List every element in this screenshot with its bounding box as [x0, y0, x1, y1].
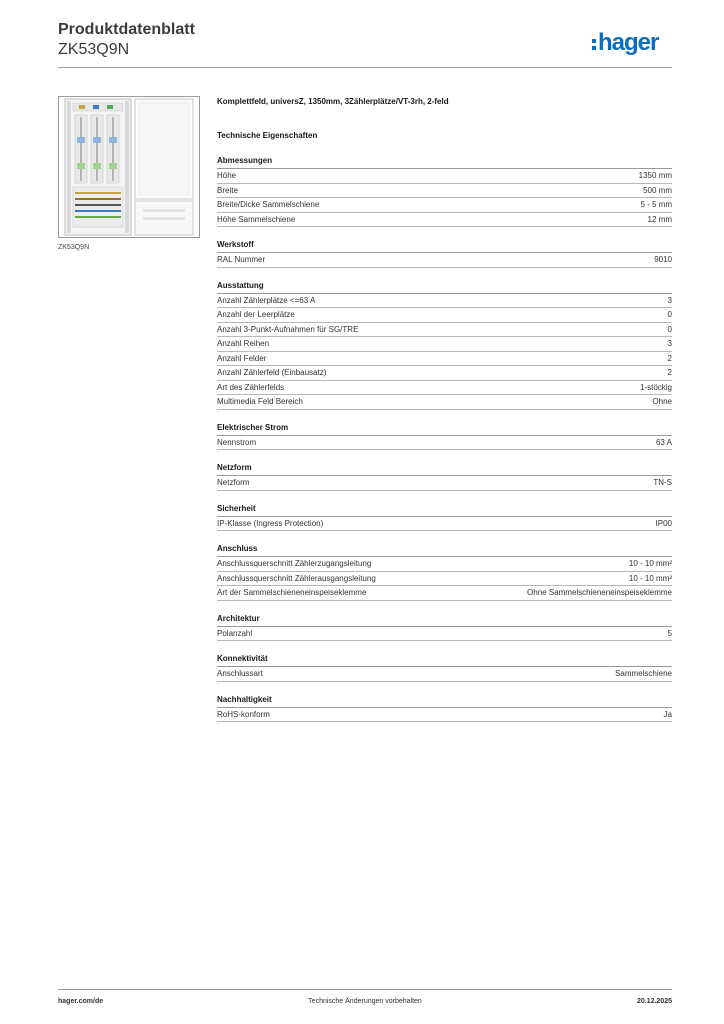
spec-label: Art des Zählerfelds [217, 382, 285, 392]
spec-value: Ja [663, 709, 672, 719]
section-title: Anschluss [217, 543, 672, 557]
spec-row [217, 337, 672, 352]
logo-text: hager [598, 29, 659, 56]
spec-row [217, 366, 672, 381]
spec-label: Anzahl Zählerfeld (Einbausatz) [217, 368, 327, 377]
product-description: Komplettfeld, universZ, 1350mm, 3Zählerplätze/VT-3rh, 2-feld [217, 97, 449, 106]
meter-cabinet-illustration [59, 97, 199, 237]
spec-value: 500 mm [643, 185, 672, 195]
spec-section [217, 280, 672, 410]
spec-row [217, 557, 672, 572]
spec-label: Anschlussquerschnitt Zählerzugangsleitung [217, 559, 372, 568]
spec-value: 0 [667, 324, 672, 334]
spec-value: 2 [667, 368, 672, 377]
spec-label: Höhe Sammelschiene [217, 214, 296, 224]
spec-label: Nennstrom [217, 437, 257, 447]
spec-content [217, 96, 672, 734]
spec-section [217, 462, 672, 491]
footer-note: Technische Änderungen vorbehalten [308, 998, 422, 1005]
footer-date: 20.12.2025 [636, 998, 672, 1005]
spec-label: Anzahl Zählerplätze <=63 A [217, 295, 316, 305]
spec-row [217, 572, 672, 587]
spec-section [217, 422, 672, 451]
spec-row [217, 586, 672, 601]
spec-label: Anschlussquerschnitt Zählerausgangsleitung [217, 573, 376, 583]
spec-row [217, 323, 672, 338]
section-title: Ausstattung [217, 280, 672, 294]
spec-row [217, 381, 672, 396]
spec-row [217, 517, 672, 532]
spec-label: Netzform [217, 478, 250, 487]
spec-row [217, 436, 672, 451]
spec-row [217, 352, 672, 367]
properties-title: Technische Eigenschaften [217, 131, 318, 140]
spec-value: 63 A [655, 437, 672, 447]
spec-value: 10 - 10 mm² [628, 573, 672, 583]
spec-row [217, 169, 672, 184]
spec-value: 3 [667, 295, 672, 305]
spec-row [217, 708, 672, 723]
spec-value: Ohne Sammelschieneneinspeiseklemme [527, 588, 672, 597]
spec-row [217, 308, 672, 323]
spec-row [217, 667, 672, 682]
spec-section [217, 694, 672, 723]
spec-row [217, 627, 672, 642]
spec-value: 2 [667, 353, 672, 363]
spec-section [217, 239, 672, 268]
spec-row [217, 184, 672, 199]
spec-value: 3 [667, 339, 672, 348]
spec-label: IP-Klasse (Ingress Protection) [217, 518, 324, 528]
spec-label: Anzahl der Leerplätze [217, 310, 295, 319]
spec-label: Anzahl 3-Punkt-Aufnahmen für SG/TRE [217, 324, 359, 334]
spec-label: Multimedia Feld Bereich [217, 397, 303, 406]
spec-label: Anzahl Reihen [217, 339, 270, 348]
spec-label: Breite [217, 185, 238, 195]
spec-value: 1-stöckig [639, 382, 672, 392]
spec-value: Sammelschiene [615, 669, 672, 678]
spec-value: 5 [667, 628, 672, 638]
spec-label: Anschlussart [217, 669, 263, 678]
product-image [58, 96, 200, 238]
hager-logo [592, 30, 658, 56]
spec-value: 1350 mm [638, 171, 672, 180]
spec-value: 10 - 10 mm² [628, 559, 672, 568]
spec-section [217, 653, 672, 682]
spec-section [217, 543, 672, 601]
spec-row [217, 253, 672, 268]
spec-value: 0 [667, 310, 672, 319]
logo-dots-icon [592, 39, 596, 50]
spec-row [217, 198, 672, 213]
section-title: Werkstoff [217, 239, 672, 253]
spec-row [217, 213, 672, 228]
spec-label: RoHS-konform [217, 709, 270, 719]
page-title: Produktdatenblatt [58, 21, 195, 38]
spec-section [217, 155, 672, 227]
section-title: Abmessungen [217, 155, 672, 169]
section-title: Sicherheit [217, 503, 672, 517]
spec-value: Ohne [652, 397, 672, 406]
spec-section [217, 503, 672, 532]
section-title: Netzform [217, 462, 672, 476]
spec-value: TN-S [653, 478, 672, 487]
section-title: Architektur [217, 613, 672, 627]
spec-label: Höhe [217, 171, 237, 180]
spec-section [217, 613, 672, 642]
footer-website-link[interactable]: hager.com/de [58, 998, 104, 1005]
spec-label: Art der Sammelschieneneinspeiseklemme [217, 588, 367, 597]
section-title: Nachhaltigkeit [217, 694, 672, 708]
image-caption: ZK53Q9N [58, 244, 90, 251]
spec-label: RAL Nummer [217, 255, 266, 264]
document-header [58, 20, 195, 60]
spec-label: Breite/Dicke Sammelschiene [217, 200, 320, 209]
spec-row [217, 395, 672, 410]
spec-sections [217, 155, 672, 722]
spec-label: Polanzahl [217, 628, 253, 638]
spec-row [217, 476, 672, 491]
product-code: ZK53Q9N [58, 41, 130, 58]
spec-row [217, 294, 672, 309]
spec-value: IP00 [655, 518, 672, 528]
spec-value: 9010 [654, 255, 672, 264]
spec-value: 12 mm [647, 214, 672, 224]
header-divider [58, 67, 672, 68]
spec-value: 5 - 5 mm [640, 200, 672, 209]
section-title: Elektrischer Strom [217, 422, 672, 436]
footer-divider [58, 989, 672, 990]
section-title: Konnektivität [217, 653, 672, 667]
spec-label: Anzahl Felder [217, 353, 267, 363]
